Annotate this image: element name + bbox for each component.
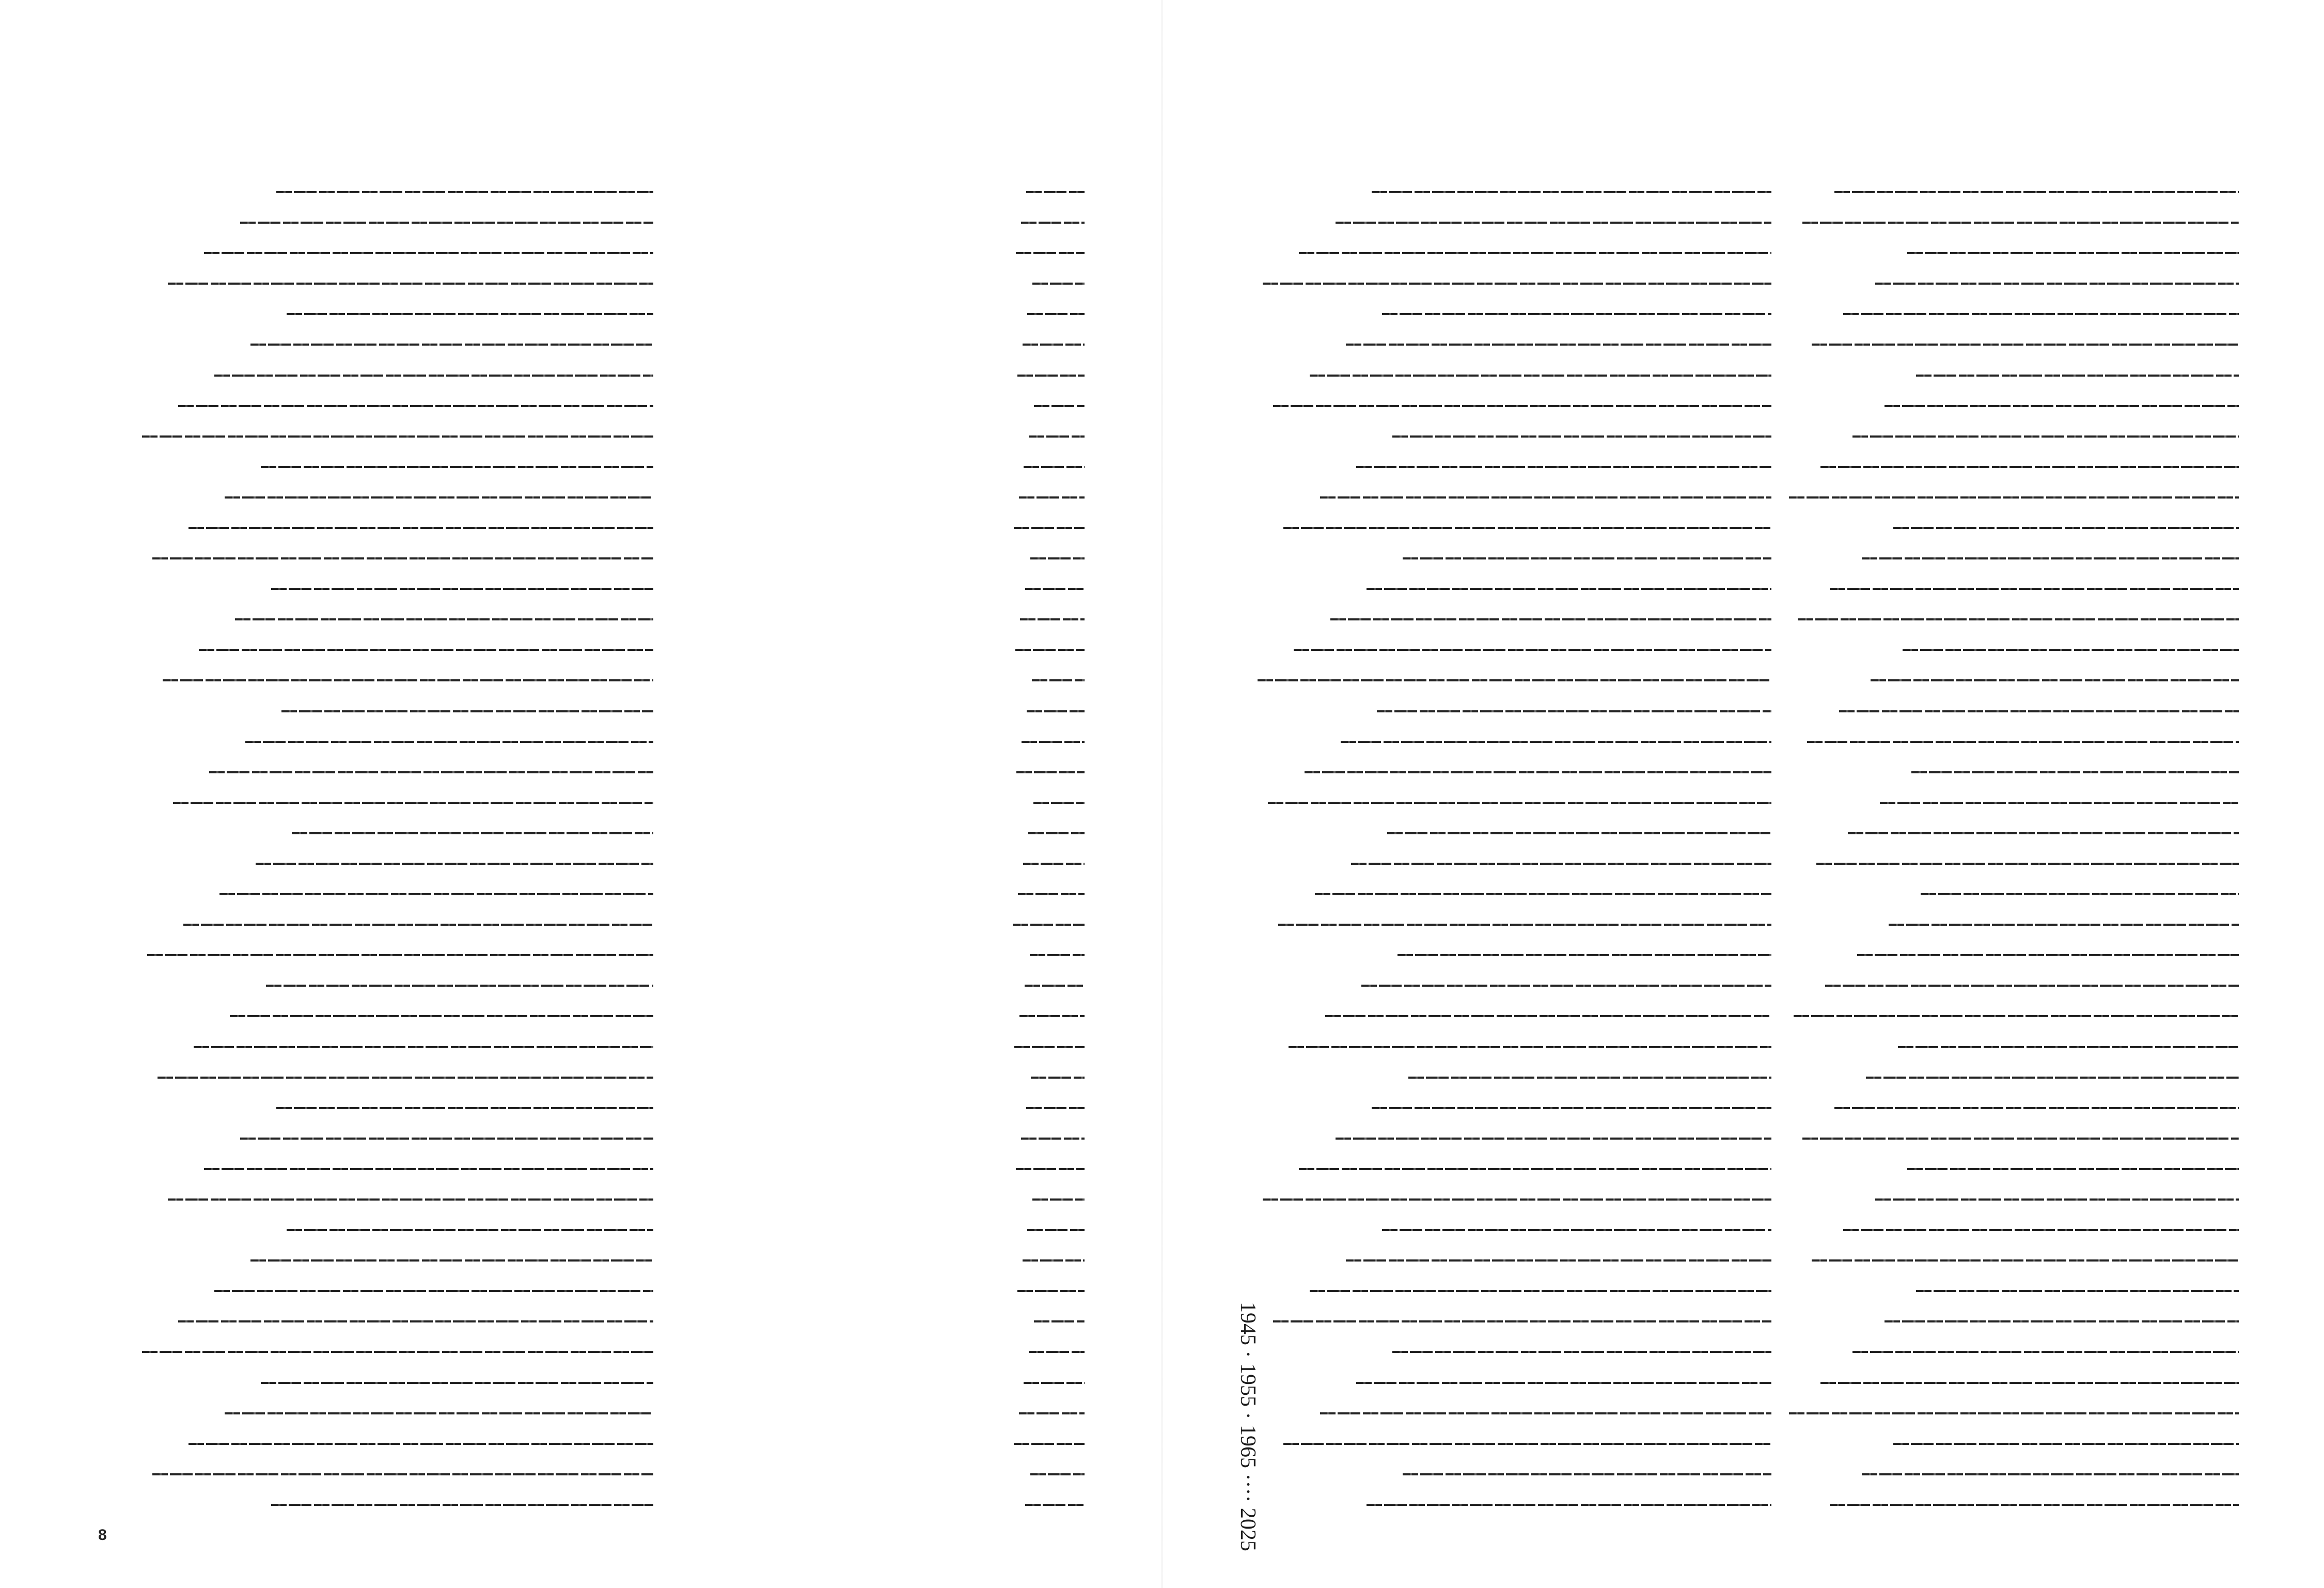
text-line (1016, 252, 1085, 254)
text-line (1013, 924, 1085, 926)
text-line (1021, 222, 1085, 224)
text-line (1022, 741, 1085, 743)
text-line (1025, 985, 1085, 987)
text-line (1880, 802, 2239, 804)
text-line (1278, 924, 1771, 926)
text-line (1408, 1077, 1772, 1079)
text-line (168, 1198, 653, 1201)
text-line (1916, 375, 2239, 377)
text-line (250, 1259, 653, 1262)
text-line (1893, 527, 2239, 529)
text-line (1027, 710, 1085, 712)
text-line (1026, 191, 1085, 193)
text-line (1875, 1198, 2239, 1201)
text-line (281, 710, 653, 712)
year-sequence: 1945 · 1955 · 1965 ···· 2025 (1236, 1302, 1260, 1551)
text-line (163, 679, 653, 681)
text-line (1921, 893, 2239, 895)
text-line (1843, 313, 2239, 315)
text-line (1023, 863, 1085, 865)
text-line (1029, 1351, 1085, 1353)
text-line (1346, 1259, 1771, 1262)
text-line (1032, 1198, 1085, 1201)
text-line (1273, 1320, 1771, 1322)
text-line (1019, 496, 1085, 499)
text-line (1916, 1290, 2239, 1292)
text-column (1252, 191, 1771, 1534)
text-line (225, 1412, 653, 1414)
text-line (1382, 313, 1771, 315)
text-line (1273, 405, 1771, 407)
text-line (1258, 679, 1771, 681)
text-line (1812, 1259, 2239, 1262)
text-line (1263, 1198, 1771, 1201)
text-line (1871, 679, 2239, 681)
text-line (1320, 1412, 1771, 1414)
text-line (1024, 1382, 1085, 1384)
text-line (1025, 588, 1085, 590)
text-line (292, 832, 653, 834)
text-line (1372, 1107, 1771, 1109)
text-line (1789, 1412, 2239, 1414)
text-line (276, 191, 653, 193)
text-line (183, 924, 653, 926)
text-line (142, 435, 653, 438)
text-line (261, 466, 653, 468)
text-line (1857, 954, 2239, 956)
text-line (1341, 741, 1771, 743)
text-line (1019, 1412, 1085, 1414)
text-line (214, 1290, 653, 1292)
text-line (1911, 771, 2239, 773)
text-line (1848, 832, 2239, 834)
text-line (1016, 1168, 1085, 1170)
text-line (189, 527, 653, 529)
text-line (235, 618, 653, 620)
text-line (1789, 496, 2239, 499)
text-line (1014, 527, 1085, 529)
text-line (1377, 710, 1771, 712)
text-line (219, 893, 653, 895)
text-line (1018, 893, 1085, 895)
text-line (142, 1351, 653, 1353)
text-line (1885, 405, 2239, 407)
text-column (1012, 191, 1085, 1534)
text-line (1802, 222, 2239, 224)
text-line (1027, 313, 1085, 315)
text-line (1346, 344, 1771, 346)
text-line (1033, 802, 1085, 804)
text-line (1903, 649, 2239, 651)
text-line (1834, 191, 2239, 193)
text-line (287, 313, 653, 315)
text-line (1023, 1259, 1085, 1262)
text-line (1299, 252, 1771, 254)
text-line (1862, 1473, 2239, 1475)
text-line (1392, 435, 1771, 438)
text-line (1021, 1138, 1085, 1140)
text-line (204, 252, 653, 254)
text-line (1820, 1382, 2239, 1384)
text-line (1030, 557, 1085, 559)
text-line (1885, 1320, 2239, 1322)
text-line (168, 283, 653, 285)
text-line (1403, 1473, 1771, 1475)
text-line (225, 496, 653, 499)
text-line (245, 741, 653, 743)
text-line (1852, 435, 2239, 438)
text-line (1852, 1351, 2239, 1353)
text-line (178, 1320, 653, 1322)
text-line (1893, 1443, 2239, 1445)
text-line (1875, 283, 2239, 285)
text-line (1305, 771, 1772, 773)
text-line (1325, 1015, 1771, 1017)
text-line (1310, 1290, 1771, 1292)
text-line (1017, 1290, 1085, 1292)
text-line (1289, 1046, 1771, 1048)
text-line (214, 375, 653, 377)
text-line (1361, 985, 1771, 987)
text-line (1034, 1320, 1085, 1322)
text-line (1382, 1229, 1771, 1231)
text-line (1315, 893, 1771, 895)
text-line (1807, 741, 2239, 743)
text-line (1336, 222, 1771, 224)
text-line (1016, 771, 1085, 773)
text-line (1030, 1473, 1085, 1475)
text-line (1020, 618, 1085, 620)
text-line (266, 985, 653, 987)
text-line (1356, 466, 1771, 468)
text-line (194, 1046, 653, 1048)
text-line (1794, 1015, 2239, 1017)
text-column (137, 191, 653, 1534)
text-line (152, 557, 653, 559)
text-line (287, 1229, 653, 1231)
text-line (1031, 1077, 1085, 1079)
text-line (261, 1382, 653, 1384)
text-line (1802, 1138, 2239, 1140)
text-line (1032, 283, 1085, 285)
text-line (1816, 863, 2239, 865)
text-line (1351, 863, 1771, 865)
text-line (152, 1473, 653, 1475)
text-line (250, 344, 653, 346)
text-line (271, 588, 653, 590)
text-line (199, 649, 653, 651)
text-line (1889, 924, 2239, 926)
text-line (1023, 344, 1085, 346)
text-line (1019, 1015, 1085, 1017)
text-line (1834, 1107, 2239, 1109)
right-page (1162, 0, 2324, 1588)
text-line (1028, 832, 1085, 834)
text-line (1825, 985, 2239, 987)
text-line (1367, 1504, 1771, 1506)
text-line (256, 863, 653, 865)
text-line (1336, 1138, 1771, 1140)
text-line (1029, 435, 1085, 438)
page-number-left: 8 (98, 1527, 107, 1544)
text-line (1387, 832, 1771, 834)
text-line (209, 771, 653, 773)
text-line (1397, 954, 1771, 956)
text-line (1898, 1046, 2239, 1048)
text-line (1798, 618, 2239, 620)
text-line (1014, 1443, 1085, 1445)
text-line (1356, 1382, 1771, 1384)
text-line (1294, 649, 1771, 651)
text-line (1843, 1229, 2239, 1231)
text-line (1372, 191, 1771, 193)
text-line (1283, 1443, 1771, 1445)
text-line (1392, 1351, 1771, 1353)
text-line (1032, 679, 1085, 681)
text-line (240, 222, 653, 224)
text-line (1026, 1107, 1085, 1109)
text-line (1320, 496, 1771, 499)
text-line (1820, 466, 2239, 468)
text-line (1299, 1168, 1771, 1170)
text-line (1027, 1229, 1085, 1231)
text-line (1907, 252, 2239, 254)
text-line (178, 405, 653, 407)
text-line (1812, 344, 2239, 346)
text-line (189, 1443, 653, 1445)
text-line (1268, 802, 1771, 804)
text-line (230, 1015, 653, 1017)
text-column (1784, 191, 2239, 1534)
text-line (276, 1107, 653, 1109)
text-line (1263, 283, 1771, 285)
text-line (1830, 1504, 2239, 1506)
text-line (147, 954, 653, 956)
text-line (1015, 649, 1085, 651)
text-line (1025, 1504, 1085, 1506)
text-line (1862, 557, 2239, 559)
text-line (1024, 466, 1085, 468)
text-line (1839, 710, 2239, 712)
text-line (1866, 1077, 2239, 1079)
text-line (1830, 588, 2239, 590)
text-line (1403, 557, 1771, 559)
text-line (173, 802, 653, 804)
text-line (271, 1504, 653, 1506)
text-line (158, 1077, 653, 1079)
text-line (1283, 527, 1771, 529)
text-line (1030, 954, 1085, 956)
text-line (1330, 618, 1771, 620)
text-line (1014, 1046, 1085, 1048)
text-line (1034, 405, 1085, 407)
text-line (1367, 588, 1771, 590)
text-line (1310, 375, 1771, 377)
text-line (1017, 375, 1085, 377)
text-line (240, 1138, 653, 1140)
text-line (1907, 1168, 2239, 1170)
text-line (204, 1168, 653, 1170)
